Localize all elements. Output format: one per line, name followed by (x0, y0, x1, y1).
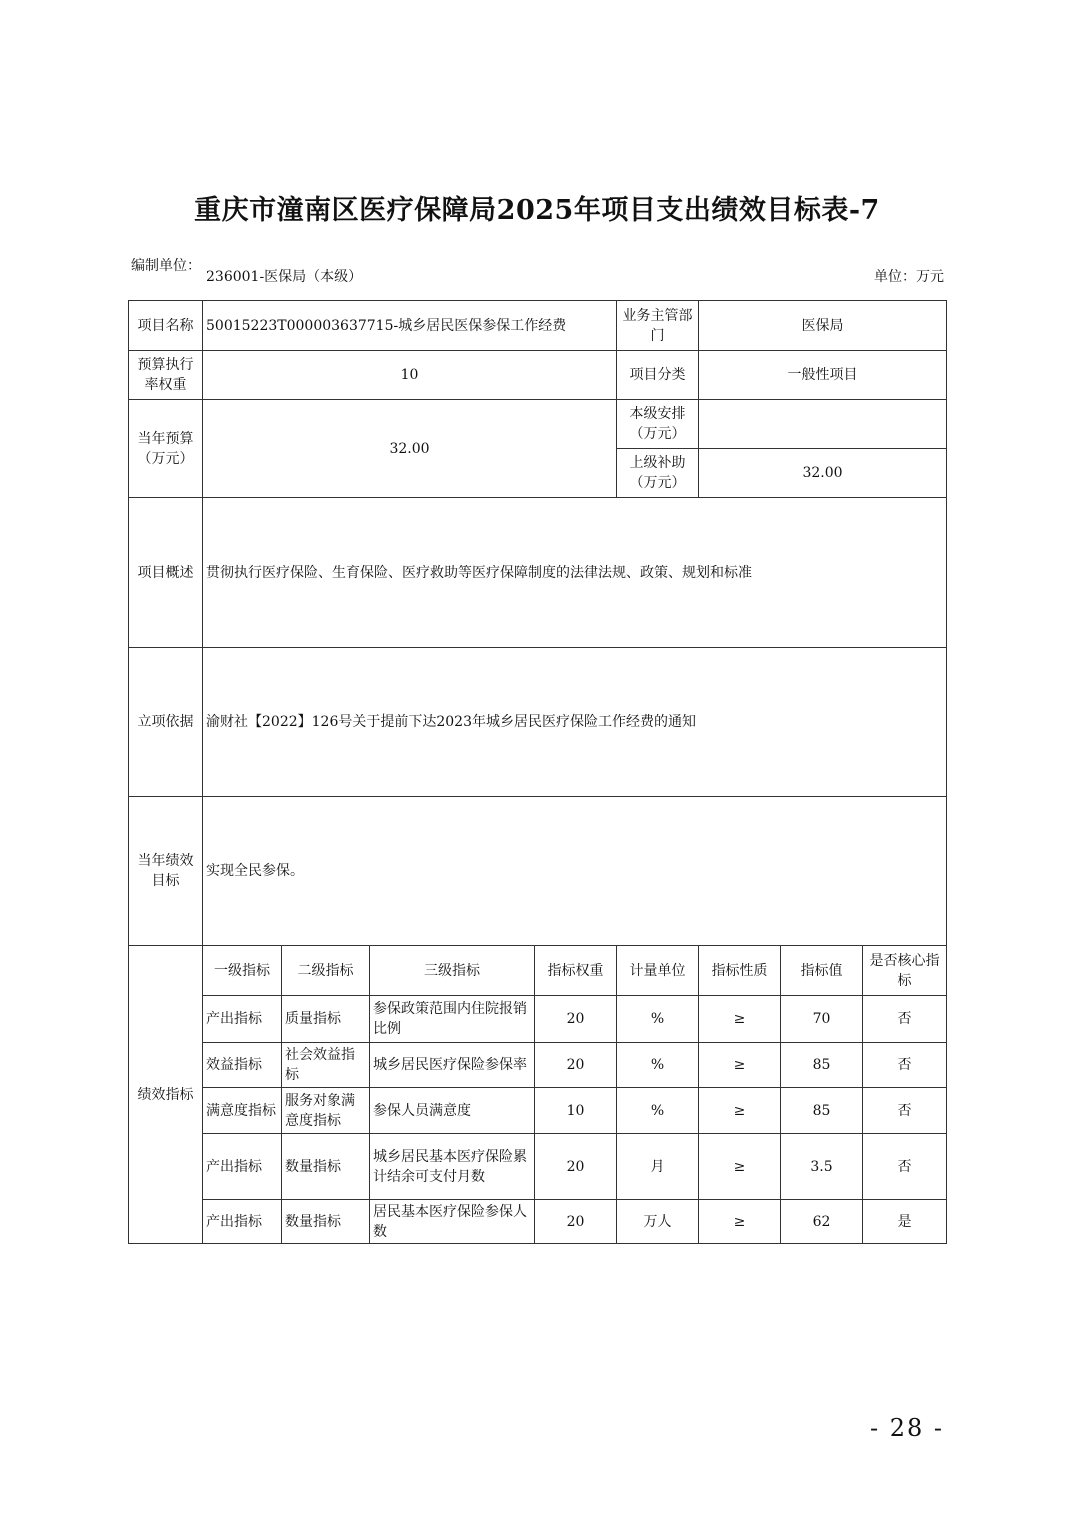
exec-weight-label: 预算执行率权重 (129, 351, 203, 400)
budget-row (129, 400, 947, 449)
nature-cell: ≥ (699, 1134, 781, 1200)
basis-label: 立项依据 (129, 648, 203, 797)
core-cell: 否 (863, 996, 947, 1043)
core-cell: 否 (863, 1043, 947, 1088)
weight-cell: 20 (535, 1200, 617, 1244)
project-name-row (129, 301, 947, 351)
exec-weight-row (129, 351, 947, 400)
overview-row (129, 498, 947, 648)
nature-cell: ≥ (699, 996, 781, 1043)
header-cell: 三级指标 (370, 946, 535, 996)
own-label: 本级安排（万元） (617, 400, 699, 449)
unit-label: 单位：万元 (874, 269, 944, 285)
unit-cell: 月 (617, 1134, 699, 1200)
table-row (129, 1200, 947, 1244)
level2-cell: 服务对象满意度指标 (282, 1088, 370, 1134)
level3-cell: 城乡居民基本医疗保险累计结余可支付月数 (370, 1134, 535, 1200)
table-row (129, 1088, 947, 1134)
table-row (129, 1134, 947, 1200)
org-label: 编制单位： (131, 258, 201, 274)
level3-cell: 参保人员满意度 (370, 1088, 535, 1134)
level1-cell: 产出指标 (203, 1200, 282, 1244)
nature-cell: ≥ (699, 1043, 781, 1088)
basis-value: 渝财社【2022】126号关于提前下达2023年城乡居民医疗保险工作经费的通知 (203, 648, 947, 797)
unit-cell: % (617, 1043, 699, 1088)
header-cell: 是否核心指标 (863, 946, 947, 996)
unit-cell: % (617, 1088, 699, 1134)
performance-target-table (128, 300, 947, 1244)
nature-cell: ≥ (699, 1200, 781, 1244)
header-cell: 二级指标 (282, 946, 370, 996)
header-cell: 指标性质 (699, 946, 781, 996)
dept-label: 业务主管部门 (617, 301, 699, 351)
page-title: 重庆市潼南区医疗保障局2025年项目支出绩效目标表-7 (194, 195, 880, 226)
level1-cell: 产出指标 (203, 996, 282, 1043)
core-cell: 是 (863, 1200, 947, 1244)
table-row (129, 996, 947, 1043)
goal-row (129, 797, 947, 946)
unit-cell: % (617, 996, 699, 1043)
value-cell: 85 (781, 1043, 863, 1088)
upper-label: 上级补助（万元） (617, 449, 699, 498)
goal-label: 当年绩效目标 (129, 797, 203, 946)
perf-label: 绩效指标 (129, 946, 203, 1244)
level3-cell: 居民基本医疗保险参保人数 (370, 1200, 535, 1244)
nature-cell: ≥ (699, 1088, 781, 1134)
overview-value: 贯彻执行医疗保险、生育保险、医疗救助等医疗保障制度的法律法规、政策、规划和标准 (203, 498, 947, 648)
level2-cell: 质量指标 (282, 996, 370, 1043)
level1-cell: 效益指标 (203, 1043, 282, 1088)
weight-cell: 20 (535, 1134, 617, 1200)
weight-cell: 20 (535, 996, 617, 1043)
level3-cell: 城乡居民医疗保险参保率 (370, 1043, 535, 1088)
unit-cell: 万人 (617, 1200, 699, 1244)
overview-label: 项目概述 (129, 498, 203, 648)
budget-value: 32.00 (203, 400, 617, 498)
value-cell: 70 (781, 996, 863, 1043)
level2-cell: 数量指标 (282, 1200, 370, 1244)
exec-weight-value: 10 (203, 351, 617, 400)
goal-value: 实现全民参保。 (203, 797, 947, 946)
own-value (699, 400, 947, 449)
core-cell: 否 (863, 1134, 947, 1200)
core-cell: 否 (863, 1088, 947, 1134)
header-cell: 指标权重 (535, 946, 617, 996)
weight-cell: 20 (535, 1043, 617, 1088)
table-row (129, 1043, 947, 1088)
category-value: 一般性项目 (699, 351, 947, 400)
level2-cell: 社会效益指标 (282, 1043, 370, 1088)
level3-cell: 参保政策范围内住院报销比例 (370, 996, 535, 1043)
weight-cell: 10 (535, 1088, 617, 1134)
project-name-label: 项目名称 (129, 301, 203, 351)
level1-cell: 产出指标 (203, 1134, 282, 1200)
level1-cell: 满意度指标 (203, 1088, 282, 1134)
value-cell: 3.5 (781, 1134, 863, 1200)
perf-header-row (129, 946, 947, 996)
page-number: - 28 - (869, 1414, 944, 1442)
project-name-value: 50015223T000003637715-城乡居民医保参保工作经费 (203, 301, 617, 351)
level2-cell: 数量指标 (282, 1134, 370, 1200)
value-cell: 62 (781, 1200, 863, 1244)
value-cell: 85 (781, 1088, 863, 1134)
basis-row (129, 648, 947, 797)
header-cell: 一级指标 (203, 946, 282, 996)
budget-label: 当年预算（万元） (129, 400, 203, 498)
org-value: 236001-医保局（本级） (206, 269, 363, 285)
header-cell: 计量单位 (617, 946, 699, 996)
dept-value: 医保局 (699, 301, 947, 351)
upper-value: 32.00 (699, 449, 947, 498)
category-label: 项目分类 (617, 351, 699, 400)
header-cell: 指标值 (781, 946, 863, 996)
